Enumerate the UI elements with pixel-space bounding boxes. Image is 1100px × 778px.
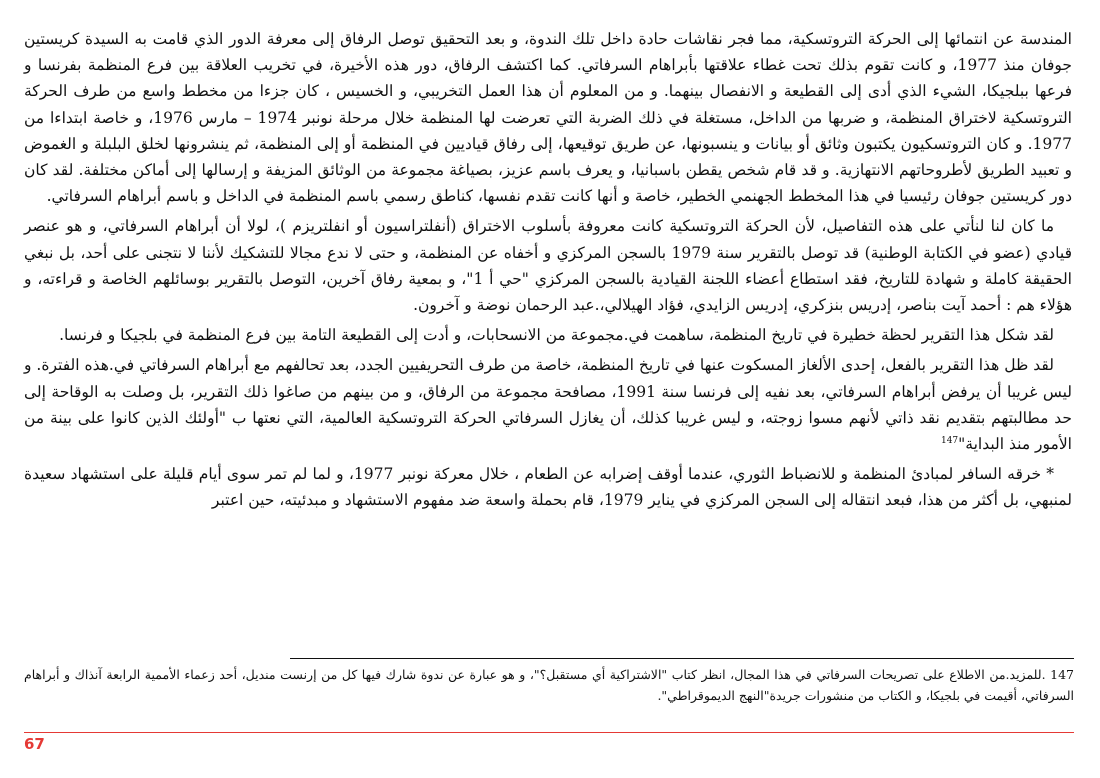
paragraph-text: لقد شكل هذا التقرير لحظة خطيرة في تاريخ المنظمة، ساهمت في.مجموعة من الانسحابات، و أدت إلى القطيعة التامة بين فرع المنظمة في بلجيكا و فرنسا. <box>59 326 1054 345</box>
page-number: 67 <box>24 735 45 753</box>
main-text <box>24 26 1072 518</box>
footer-divider <box>24 732 1074 733</box>
paragraph-text: لقد ظل هذا التقرير بالفعل، إحدى الألغاز المسكوت عنها في تاريخ المنظمة، خاصة من طرف التحريفيين الجدد، بعد تحالفهم مع أبراهام السرفاتي في.هذه الفترة. و ليس غريبا أن يرفض أبراهام السرفاتي، بعد نفيه إلى فرنسا سنة 1991، مصافحة مجموعة من الرفاق، و من بينهم من صاغوا ذلك التقرير، بل وصلت به الوقاحة إلى حد مطالبتهم بتقديم نقد ذاتي لأنهم مسوا زوجته، و ليس غريبا كذلك، أن يغازل السرفاتي الحركة التروتسكية العالمية، التي نعتها ب "أولئك الذين كانوا على بينة من الأمور منذ البداية" <box>24 356 1072 454</box>
paragraph-1 <box>24 26 1072 209</box>
paragraph-2 <box>24 213 1072 318</box>
paragraph-text: ما كان لنا لنأتي على هذه التفاصيل، لأن الحركة التروتسكية كانت معروفة بأسلوب الاختراق (أنفلتراسيون أو انفلتريزم )، لولا أن أبراهام السرفاتي، و هو عنصر قيادي (عضو في الكتابة الوطنية) قد توصل بالتقرير سنة 1979 بالسجن المركزي و أخفاه عن المنظمة، و حتى لا ندع مجالا للتشكيك لأننا لا نتجنى على أحد، بل نبغي الحقيقة كاملة و شهادة للتاريخ، فقد استطاع أعضاء اللجنة القيادية بالسجن المركزي "حي أ 1"، و بمعية رفاق آخرين، التوصل بالتقرير بوسائلهم الخاصة و قراءته، و هؤلاء هم : أحمد آيت بناصر، إدريس بنزكري، إدريس الزايدي، فؤاد الهيلالي،.عبد الرحمان نوضة و آخرون. <box>24 217 1072 315</box>
paragraph-4 <box>24 352 1072 457</box>
footnote-number: 147 <box>1050 667 1074 682</box>
paragraph-text: * خرقه السافر لمبادئ المنظمة و للانضباط الثوري، عندما أوقف إضرابه عن الطعام ، خلال معركة نونبر 1977، و لما لم تمر سوى أيام قليلة على استشهاد سعيدة لمنبهي، بل أكثر من هذا، فبعد انتقاله إلى السجن المركزي في يناير 1979، قام بحملة واسعة ضد مفهوم الاستشهاد و مبدئيته، حين اعتبر <box>24 465 1072 510</box>
paragraph-5 <box>24 461 1072 513</box>
paragraph-3 <box>24 322 1072 348</box>
footnote-reference[interactable]: 147 <box>940 435 959 446</box>
footnote-text: .للمزيد.من الاطلاع على تصريحات السرفاتي في هذا المجال، انظر كتاب "الاشتراكية أي مستقبل؟"، و هو عبارة عن ندوة شارك فيها كل من إرنست منديل، أحد زعماء الأممية الرابعة آنذاك و أبراهام السرفاتي، أقيمت في بلجيكا، و الكتاب من منشورات جريدة"النهج الديموقراطي". <box>24 667 1074 703</box>
paragraph-text: المندسة عن انتمائها إلى الحركة التروتسكية، مما فجر نقاشات حادة داخل تلك الندوة، و بعد التحقيق توصل الرفاق إلى معرفة الدور الذي قامت به السيدة كريستين جوفان منذ 1977، و كانت تقوم بذلك تحت غطاء علاقتها بأبراهام السرفاتي. كما اكتشف الرفاق، دور هذه الأخيرة، في تخريب العلاقة بين فرع المنظمة بفرنسا و فرعها ببلجيكا، الشيء الذي أدى إلى القطيعة و الانفصال بينهما. و من المعلوم أن هذا العمل التخريبي، و الخسيس ، كان جزءا من مخطط واسع من طرف الحركة التروتسكية لاختراق المنظمة، و ضربها من الداخل، مستغلة في ذلك الضربة التي تعرضت لها المنظمة خلال مرحلة نونبر 1974 – مارس 1976، و خاصة ابتداءا من 1977. و كان التروتسكيون يكتبون وثائق أو بيانات و ينسبونها، عن طريق توقيعها، إلى رفاق قياديين في المنظمة أو إلى المنظمة، ثم ينشرونها لخلق البلبلة و الغموض و تعبيد الطريق لأطروحاتهم الانتهازية. و قد قام شخص يقطن باسبانيا، و يعرف باسم عزيز، بصياغة مجموعة من الوثائق المزيفة و إرسالها إلى أماكن مختلفة. لقد كان دور كريستين جوفان رئيسيا في هذا المخطط الجهنمي الخطير، خاصة و أنها كانت تقدم نفسها، كناطق رسمي باسم المنظمة في الداخل و باسم أبراهام السرفاتي. <box>24 30 1072 206</box>
footnote-separator <box>290 658 1074 659</box>
footnote <box>24 664 1074 706</box>
